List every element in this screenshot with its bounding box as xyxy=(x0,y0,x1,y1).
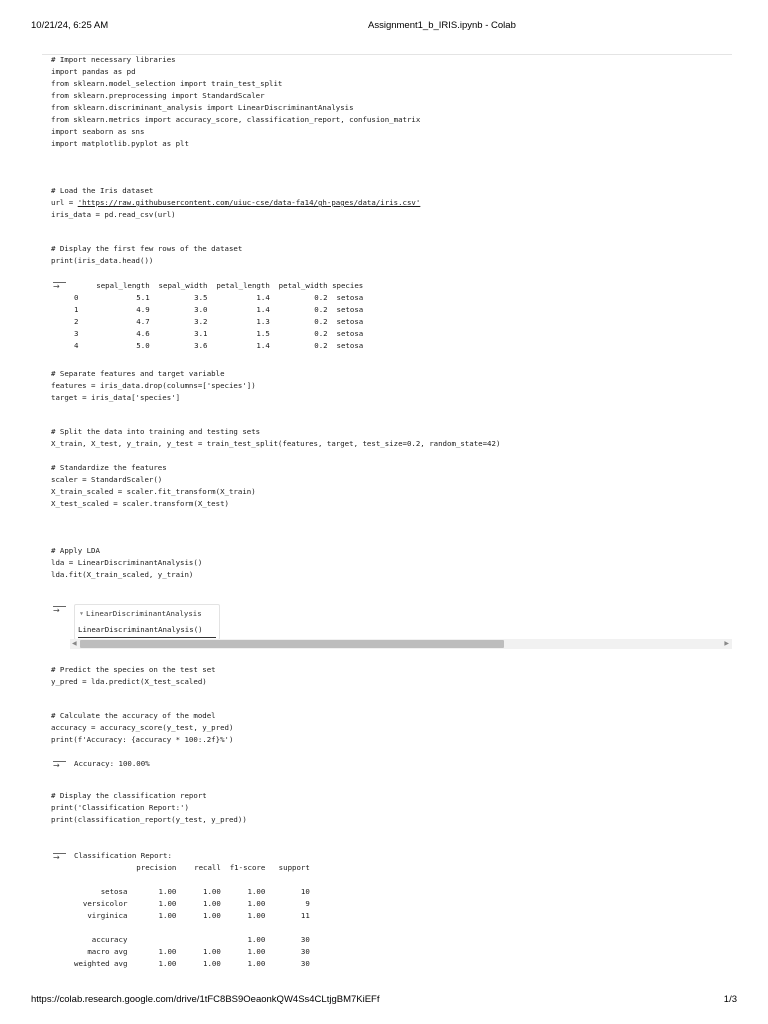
page-title: Assignment1_b_IRIS.ipynb - Colab xyxy=(368,20,516,31)
code-cell-separate-features[interactable]: # Separate features and target variable features = iris_data.drop(columns=['species']) target = iris_data['species'] xyxy=(51,369,256,402)
dataset-url-link[interactable]: 'https://raw.githubusercontent.com/uiuc-cse/data-fa14/gh-pages/data/iris.csv' xyxy=(77,198,421,207)
scrollbar-thumb[interactable] xyxy=(80,640,504,648)
lda-estimator-widget[interactable] xyxy=(74,604,220,640)
triangle-icon: ▼ xyxy=(80,611,84,617)
lda-widget-title: LinearDiscriminantAnalysis xyxy=(86,609,202,618)
code-text: url = xyxy=(51,198,78,207)
code-cell-display-head[interactable]: # Display the first few rows of the dataset print(iris_data.head()) xyxy=(51,244,243,265)
lda-repr: LinearDiscriminantAnalysis() xyxy=(78,625,203,634)
page-url: https://colab.research.google.com/drive/1tFC8BS9OeaonkQW4Ss4CLtjgBM7KiEFf xyxy=(31,994,380,1005)
code-cell-accuracy[interactable]: # Calculate the accuracy of the model accuracy = accuracy_score(y_test, y_pred) print(f'Accuracy: {accuracy * 100:.2f}%') xyxy=(51,711,234,744)
output-icon[interactable]: → xyxy=(53,282,66,291)
head-table-output: sepal_length sepal_width petal_length petal_width species 0 5.1 3.5 1.4 0.2 setosa 1 4.9 3.0 1.4 0.2 setosa 2 4.7 3.2 1.3 0.2 setosa 3 4.6 3.1 1.5 0.2 setosa 4 5.0 3.6 1.4 0.2 setosa xyxy=(74,281,364,350)
code-cell-standardize[interactable]: # Standardize the features scaler = StandardScaler() X_train_scaled = scaler.fit_transform(X_train) X_test_scaled = scaler.transform(X_test) xyxy=(51,463,256,508)
code-cell-predict[interactable]: # Predict the species on the test set y_pred = lda.predict(X_test_scaled) xyxy=(51,665,216,686)
code-cell-imports[interactable]: # Import necessary libraries import pandas as pd from sklearn.model_selection import train_test_split from sklearn.preprocessing import StandardScaler from sklearn.discriminant_analysis import LinearDiscriminantAnalysis from sklearn.metrics import accuracy_score, classification_report, confusion_matrix import seaborn as sns import matplotlib.pyplot as plt xyxy=(51,55,421,148)
code-cell-train-test-split[interactable]: # Split the data into training and testing sets X_train, X_test, y_train, y_test = train_test_split(features, target, test_size=0.2, random_state=42) xyxy=(51,427,501,448)
code-cell-classification-report[interactable]: # Display the classification report print('Classification Report:') print(classification_report(y_test, y_pred)) xyxy=(51,791,247,824)
output-icon[interactable]: → xyxy=(53,761,66,770)
code-cell-apply-lda[interactable]: # Apply LDA lda = LinearDiscriminantAnalysis() lda.fit(X_train_scaled, y_train) xyxy=(51,546,203,579)
print-date: 10/21/24, 6:25 AM xyxy=(31,20,109,31)
lda-widget-header[interactable] xyxy=(80,609,202,619)
scroll-left-icon[interactable]: ◀ xyxy=(72,641,77,647)
accuracy-output: Accuracy: 100.00% xyxy=(74,759,150,768)
code-comment: # Load the Iris dataset xyxy=(51,186,154,195)
page-number: 1/3 xyxy=(723,994,737,1005)
scroll-right-icon[interactable]: ▶ xyxy=(724,641,729,647)
code-text: iris_data = pd.read_csv(url) xyxy=(51,210,176,219)
output-icon[interactable]: → xyxy=(53,606,66,615)
output-icon[interactable]: → xyxy=(53,853,66,862)
code-cell-load-dataset[interactable] xyxy=(51,185,420,221)
output-horizontal-scrollbar[interactable] xyxy=(70,639,732,649)
classification-report-output: Classification Report: precision recall f1-score support setosa 1.00 1.00 1.00 10 versicolor 1.00 1.00 1.00 9 virginica 1.00 1.00 1.00 11 accuracy 1.00 30 macro avg 1.00 1.00 1.00 30 weighted avg 1.00 1.00 1.00 30 xyxy=(74,851,310,968)
lda-widget-underline xyxy=(78,637,216,638)
